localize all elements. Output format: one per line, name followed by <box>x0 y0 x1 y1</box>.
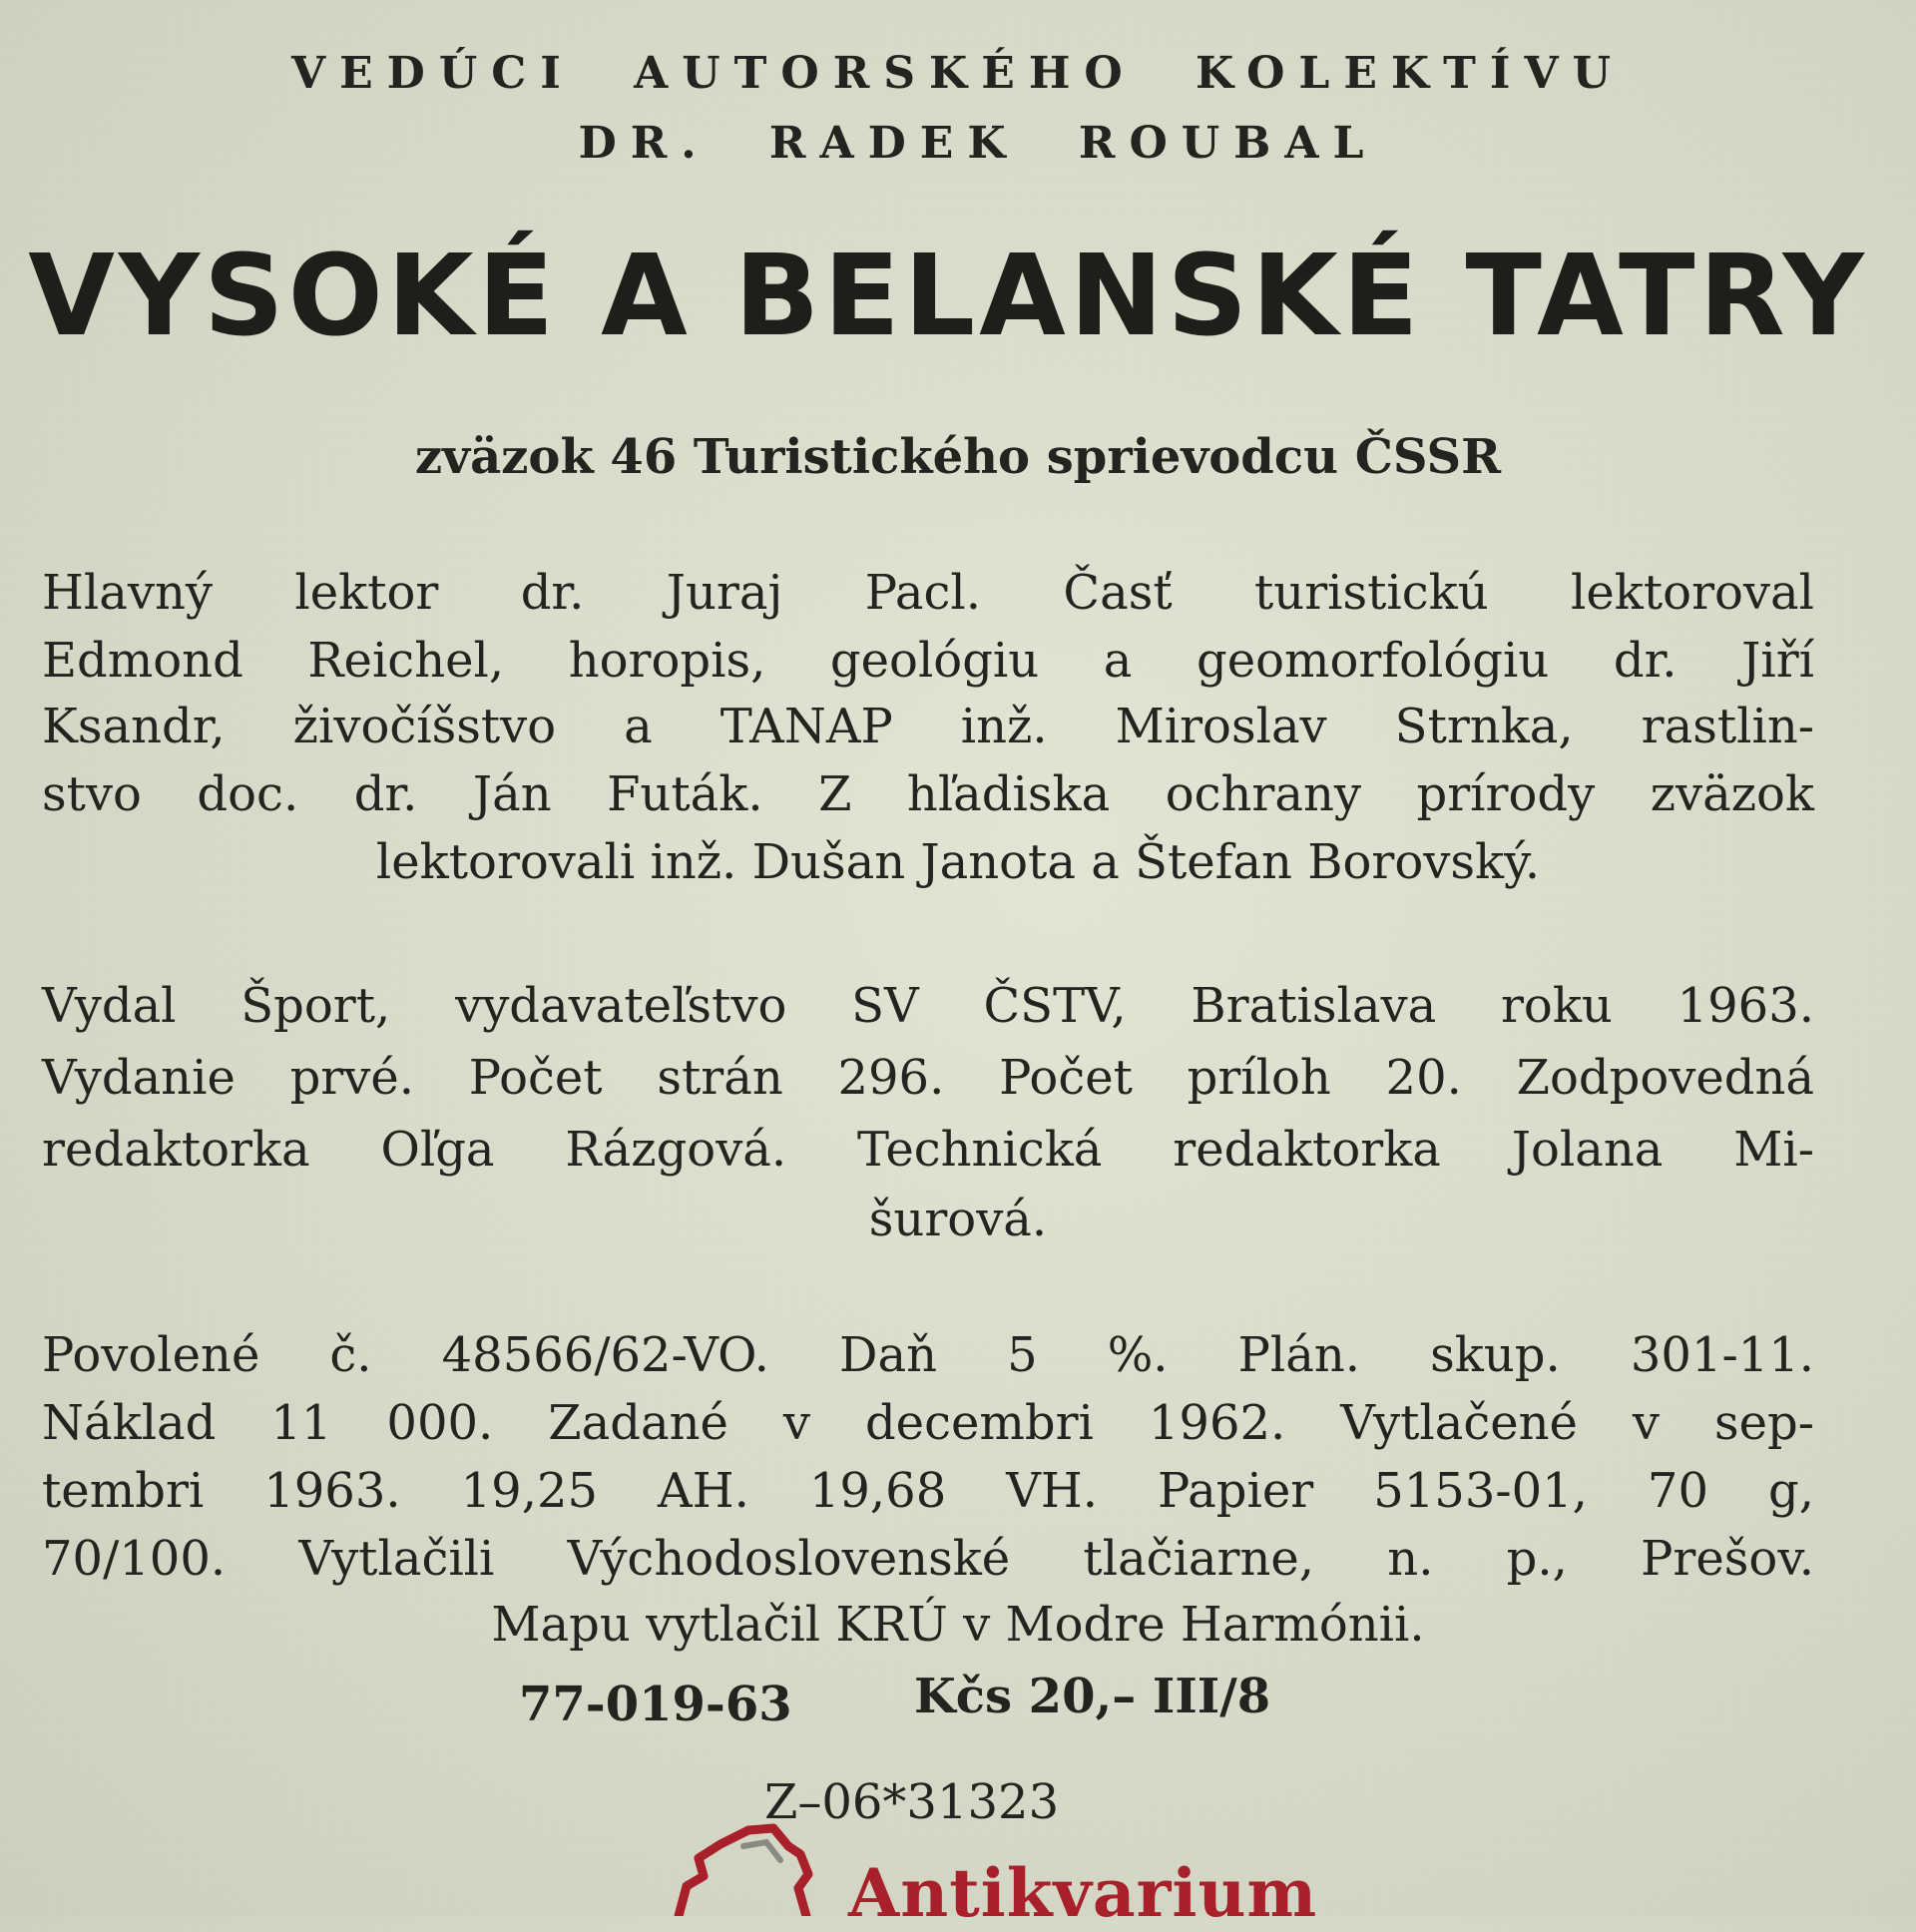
printing-line: Náklad 11 000. Zadané v decembri 1962. Vytlačené v sep- <box>42 1395 1814 1451</box>
author-collective-heading: VEDÚCI AUTORSKÉHO KOLEKTÍVU <box>291 48 1625 99</box>
printing-line: Povolené č. 48566/62-VO. Daň 5 %. Plán. skup. 301-11. <box>42 1327 1814 1383</box>
antikvarium-stamp-text: Antikvarium <box>848 1854 1318 1932</box>
lead-author-name: DR. RADEK ROUBAL <box>578 118 1378 169</box>
printing-line: tembri 1963. 19,25 AH. 19,68 VH. Papier 5153-01, 70 g, <box>42 1463 1814 1519</box>
lectors-line: lektorovali inž. Dušan Janota a Štefan Borovský. <box>375 834 1541 890</box>
printing-line: 70/100. Vytlačili Východoslovenské tlačiarne, n. p., Prešov. <box>42 1531 1814 1587</box>
book-title: VYSOKÉ A BELANSKÉ TATRY <box>28 232 1868 361</box>
publisher-line: redaktorka Oľga Rázgová. Technická redaktorka Jolana Mi- <box>42 1122 1814 1178</box>
order-number: 77-019-63 <box>519 1677 792 1732</box>
printing-line: Mapu vytlačil KRÚ v Modre Harmónii. <box>491 1597 1425 1653</box>
antikvarium-stamp <box>649 1816 1916 1932</box>
publisher-line: Vydal Šport, vydavateľstvo SV ČSTV, Bratislava roku 1963. <box>42 978 1814 1034</box>
z-code: Z–06*31323 <box>764 1774 1060 1830</box>
lectors-line: Edmond Reichel, horopis, geológiu a geomorfológiu dr. Jiří <box>42 633 1814 689</box>
antikvarium-logo-icon <box>649 1816 838 1916</box>
lectors-line: Ksandr, živočíšstvo a TANAP inž. Miroslav Strnka, rastlin- <box>42 699 1814 754</box>
volume-subtitle: zväzok 46 Turistického sprievodcu ČSSR <box>414 429 1502 485</box>
price: Kčs 20,– III/8 <box>914 1669 1271 1724</box>
lectors-line: Hlavný lektor dr. Juraj Pacl. Časť turistickú lektoroval <box>42 565 1814 621</box>
publisher-line: šurová. <box>868 1192 1048 1247</box>
lectors-line: stvo doc. dr. Ján Futák. Z hľadiska ochrany prírody zväzok <box>42 766 1814 822</box>
publisher-line: Vydanie prvé. Počet strán 296. Počet príloh 20. Zodpovedná <box>42 1050 1814 1106</box>
